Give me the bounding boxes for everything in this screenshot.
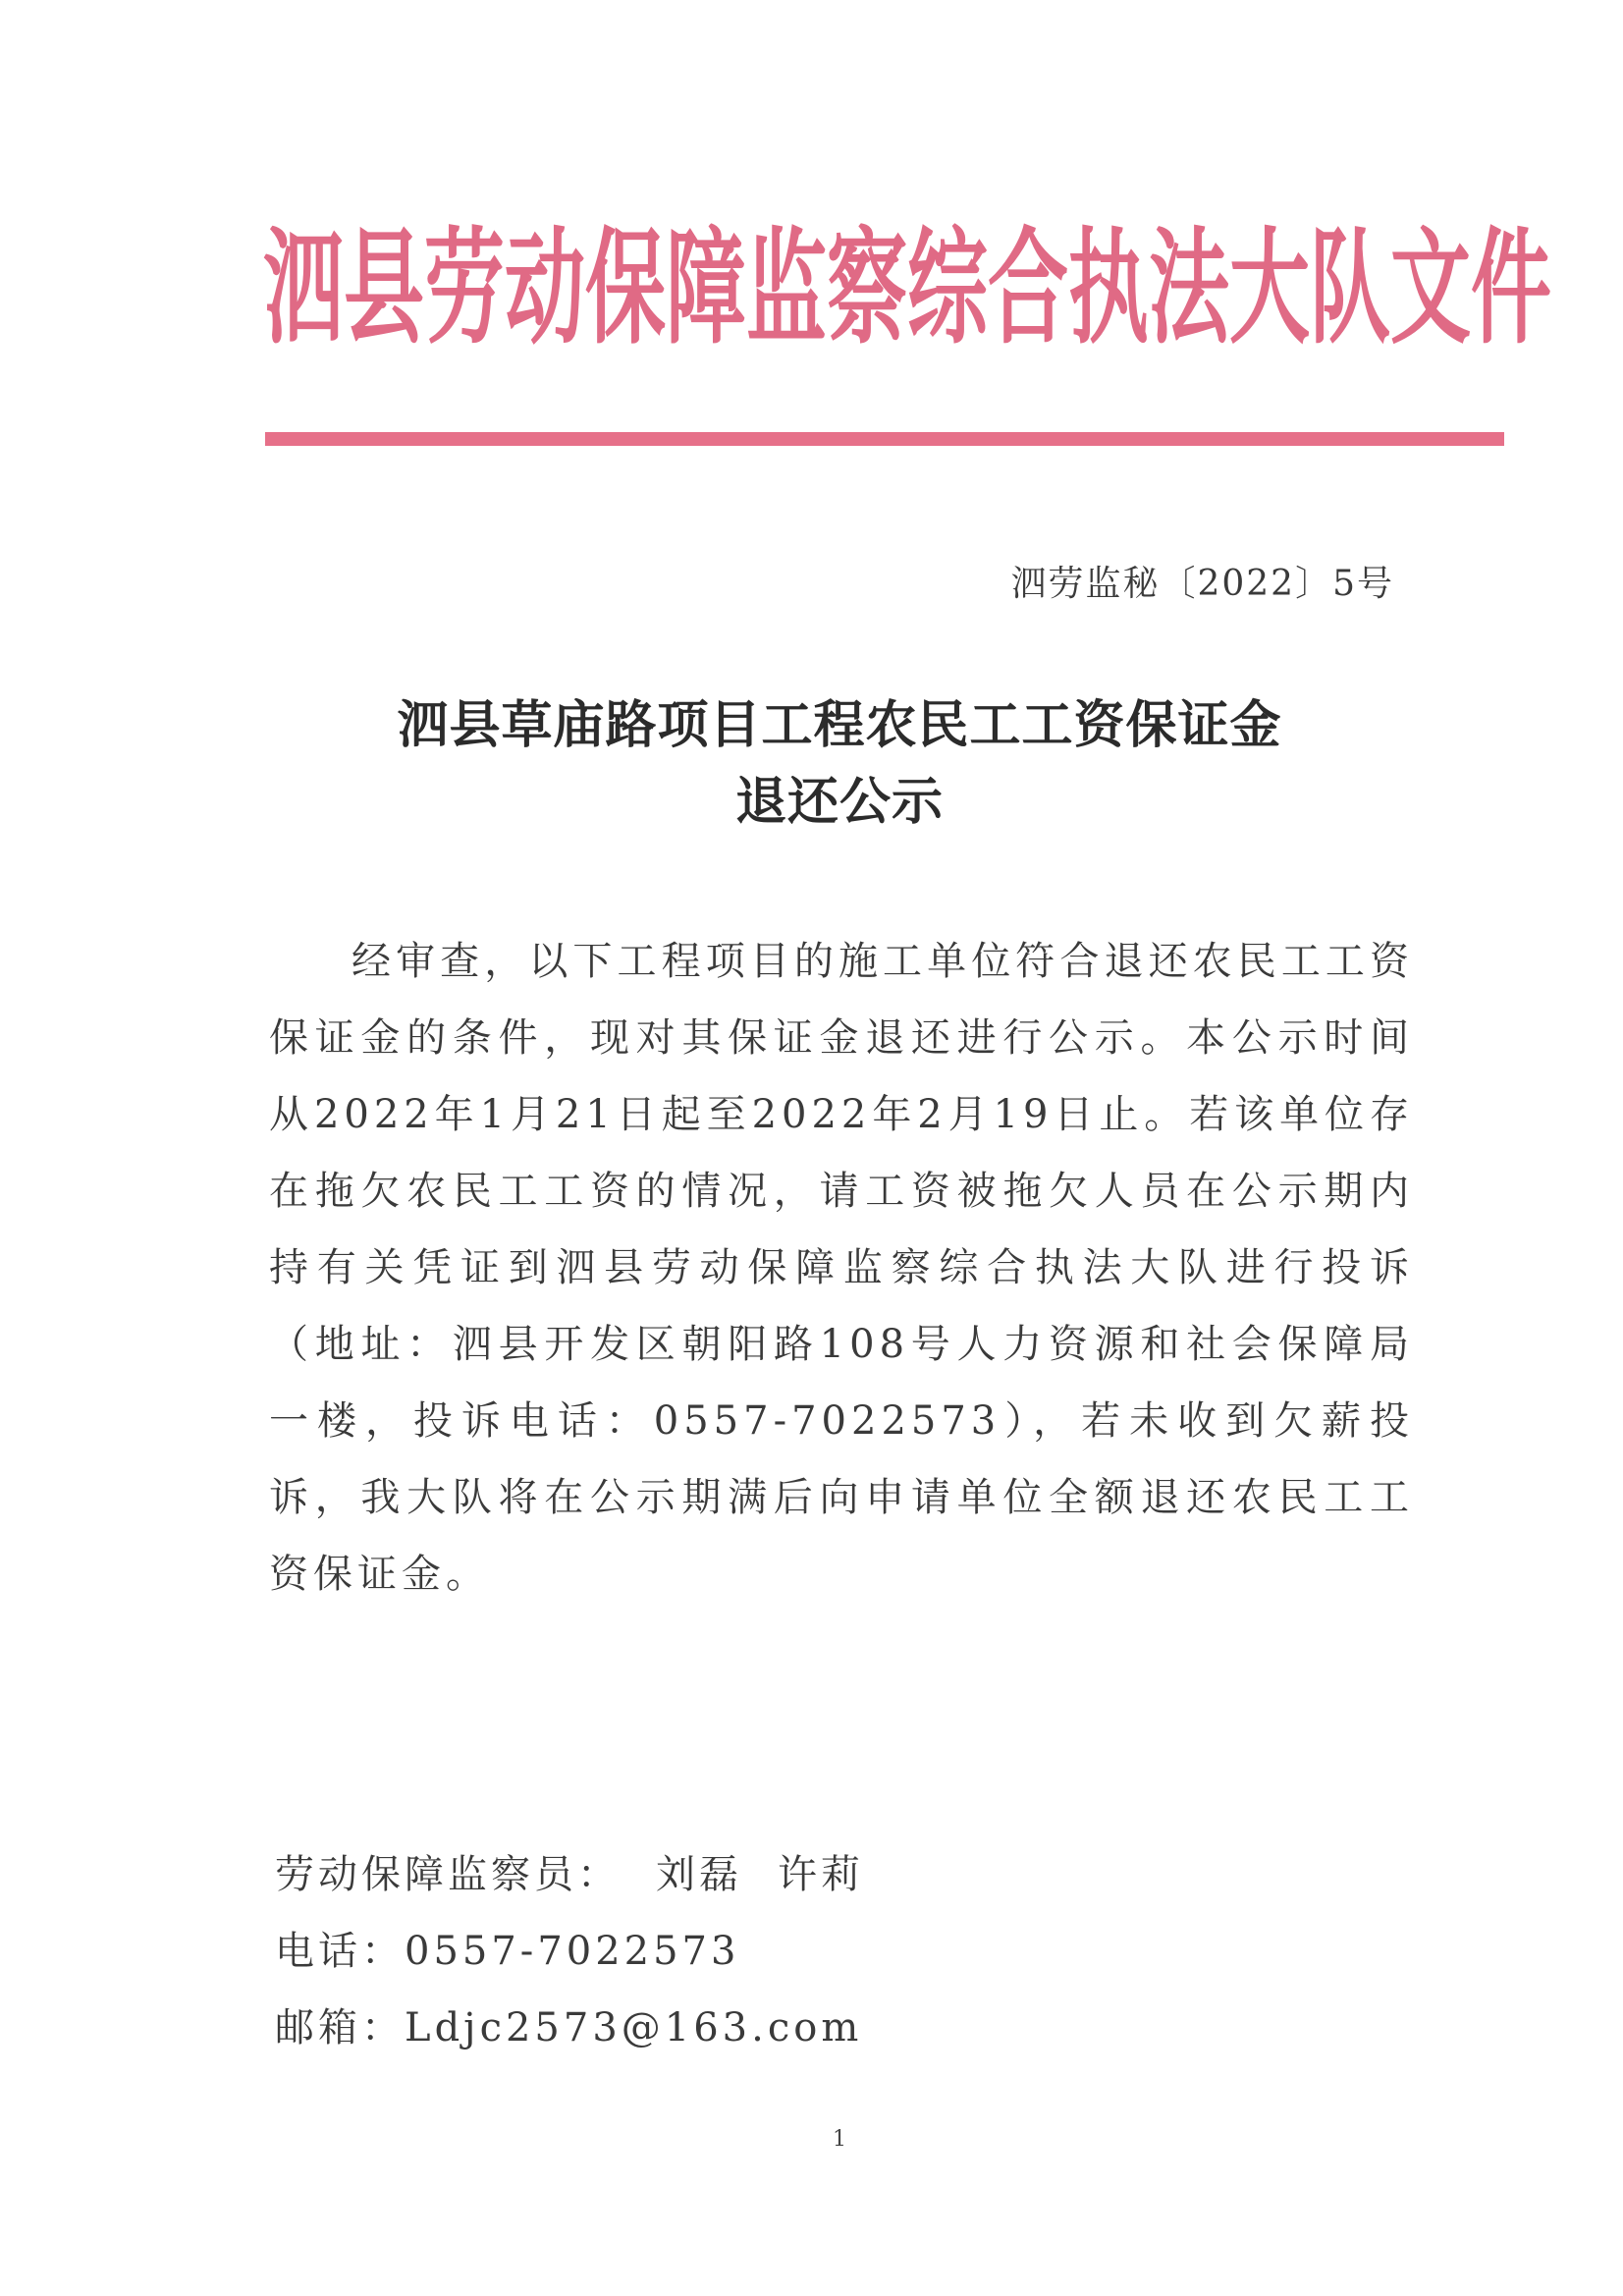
header-red-rule: [265, 432, 1504, 446]
notice-title: [265, 687, 1414, 841]
notice-title-line-2: 退还公示: [734, 772, 944, 832]
email-label: 邮箱：: [275, 2005, 405, 2050]
phone-number: 0557-7022573: [405, 1929, 740, 1974]
phone-line: [275, 1913, 864, 1990]
signature-block: [275, 1836, 864, 2066]
inspector-name-1: 刘磊: [656, 1852, 742, 1897]
email-line: [275, 1990, 864, 2066]
document-header-title: 泗县劳动保障监察综合执法大队文件: [263, 216, 1552, 361]
inspector-label: 劳动保障监察员：: [275, 1852, 621, 1897]
page-number: 1: [833, 2127, 846, 2152]
phone-label: 电话：: [275, 1929, 405, 1974]
inspector-line: [275, 1836, 864, 1913]
inspector-name-2: 许莉: [778, 1852, 864, 1897]
email-address: Ldjc2573@163.com: [405, 2005, 863, 2050]
notice-title-line-1: 泗县草庙路项目工程农民工工资保证金: [397, 695, 1282, 755]
document-number: 泗劳监秘〔2022〕5号: [1010, 564, 1394, 604]
notice-body-paragraph: 经审查，以下工程项目的施工单位符合退还农民工工资保证金的条件，现对其保证金退还进行公示。本公示时间从2022年1月21日起至2022年2月19日止。若该单位存在拖欠农民工工资的情况，请工资被拖欠人员在公示期内持有关凭证到泗县劳动保障监察综合执法大队进行投诉（地址：泗县开发区朝阳路108号人力资源和社会保障局一楼，投诉电话：0557-7022573），若未收到欠薪投诉，我大队将在公示期满后向申请单位全额退还农民工工资保证金。: [269, 939, 1414, 1597]
